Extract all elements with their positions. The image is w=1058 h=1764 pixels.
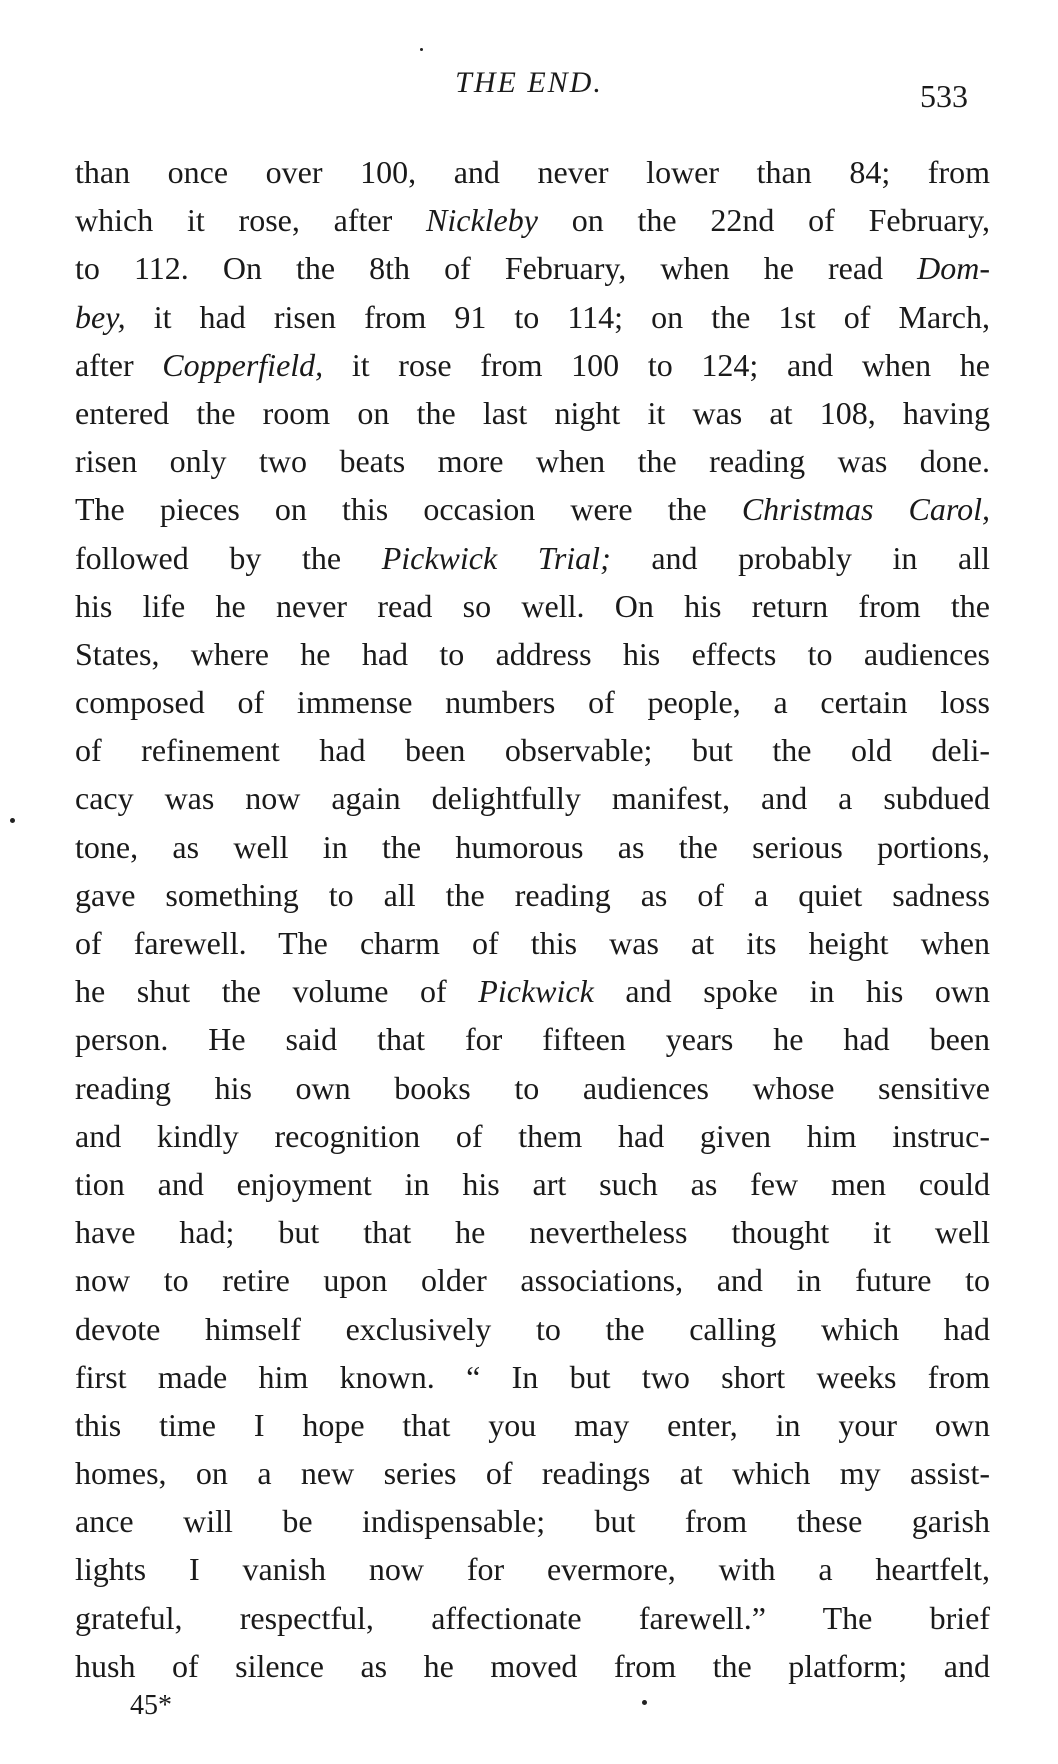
text-line (75, 1256, 990, 1304)
text-segment: tone, as well in the humorous as the serious portions, (75, 828, 990, 865)
text-segment: which it rose, after (75, 202, 427, 239)
text-segment: person. He said that for fifteen years he had been (75, 1021, 990, 1058)
text-line (75, 1497, 990, 1545)
text-segment: this time I hope that you may enter, in your own (75, 1406, 990, 1443)
text-segment: grateful, respectful, affectionate farewell.” The brief (75, 1599, 990, 1636)
text-segment: States, where he had to address his effects to audiences (75, 635, 990, 672)
italic-text-segment: Nickleby (426, 202, 538, 239)
text-line (75, 148, 990, 196)
text-segment: first made him known. “ In but two short weeks from (75, 1358, 990, 1395)
text-line (75, 919, 990, 967)
text-line (75, 1305, 990, 1353)
text-segment: now to retire upon older associations, and in future to (75, 1262, 990, 1299)
text-line (75, 871, 990, 919)
text-segment: entered the room on the last night it was at 108, having (75, 394, 990, 431)
text-segment: it had risen from 91 to 114; on the 1st of March, (125, 298, 990, 335)
italic-text-segment: Copperfield, (162, 346, 324, 383)
text-line (75, 485, 990, 533)
text-line (75, 1160, 990, 1208)
print-speck (10, 818, 15, 823)
signature-mark: 45* (130, 1690, 172, 1721)
text-segment: his life he never read so well. On his return from the (75, 587, 990, 624)
text-segment: risen only two beats more when the reading was done. (75, 443, 990, 480)
text-line (75, 196, 990, 244)
text-line (75, 726, 990, 774)
print-speck (420, 48, 423, 51)
text-line (75, 437, 990, 485)
text-segment: tion and enjoyment in his art such as few men could (75, 1165, 990, 1202)
text-segment: cacy was now again delightfully manifest, and a subdued (75, 780, 990, 817)
text-line (75, 1064, 990, 1112)
text-line (75, 534, 990, 582)
text-line (75, 1642, 990, 1690)
print-speck (642, 1700, 647, 1705)
text-line (75, 1112, 990, 1160)
text-segment: devote himself exclusively to the calling which had (75, 1310, 990, 1347)
text-line (75, 967, 990, 1015)
text-segment: and spoke in his own (593, 973, 991, 1010)
text-segment: he shut the volume of (75, 973, 479, 1010)
text-line (75, 293, 990, 341)
italic-text-segment: Christmas Carol, (741, 491, 990, 528)
text-line (75, 1353, 990, 1401)
text-segment: of refinement had been observable; but the old deli- (75, 732, 990, 769)
text-line (75, 1449, 990, 1497)
running-header-title: THE END. (455, 66, 603, 99)
text-line (75, 774, 990, 822)
text-segment: to 112. On the 8th of February, when he read (75, 250, 918, 287)
text-segment: gave something to all the reading as of a quiet sadness (75, 876, 990, 913)
text-line (75, 1208, 990, 1256)
text-segment: reading his own books to audiences whose sensitive (75, 1069, 990, 1106)
text-line (75, 582, 990, 630)
text-segment: of farewell. The charm of this was at its height when (75, 925, 990, 961)
text-segment: hush of silence as he moved from the platform; and (75, 1647, 990, 1684)
text-line (75, 389, 990, 437)
text-segment: homes, on a new series of readings at which my assist- (75, 1455, 990, 1492)
text-segment: and kindly recognition of them had given him instruc- (75, 1117, 990, 1154)
text-segment: composed of immense numbers of people, a certain loss (75, 684, 990, 721)
text-segment: ance will be indispensable; but from these garish (75, 1503, 990, 1540)
text-segment: on the 22nd of February, (537, 202, 991, 239)
text-line (75, 1401, 990, 1449)
text-line (75, 244, 990, 292)
text-line (75, 341, 990, 389)
text-segment: The pieces on this occasion were the (75, 491, 742, 528)
italic-text-segment: Pickwick (478, 973, 594, 1010)
text-line (75, 630, 990, 678)
text-segment: than once over 100, and never lower than 84; from (75, 154, 990, 190)
text-line (75, 678, 990, 726)
text-segment: lights I vanish now for evermore, with a heartfelt, (75, 1551, 990, 1588)
text-line (75, 823, 990, 871)
text-segment: and probably in all (610, 539, 991, 576)
text-segment: after (75, 346, 163, 383)
body-text (75, 148, 990, 1690)
text-line (75, 1545, 990, 1593)
italic-text-segment: bey, (75, 298, 126, 335)
page-number: 533 (920, 78, 968, 114)
text-line (75, 1594, 990, 1642)
italic-text-segment: Dom- (917, 250, 990, 287)
text-segment: have had; but that he nevertheless thought it well (75, 1214, 990, 1251)
text-segment: it rose from 100 to 124; and when he (323, 346, 990, 383)
text-segment: followed by the (75, 539, 382, 576)
italic-text-segment: Pickwick Trial; (381, 539, 611, 576)
text-line (75, 1015, 990, 1063)
